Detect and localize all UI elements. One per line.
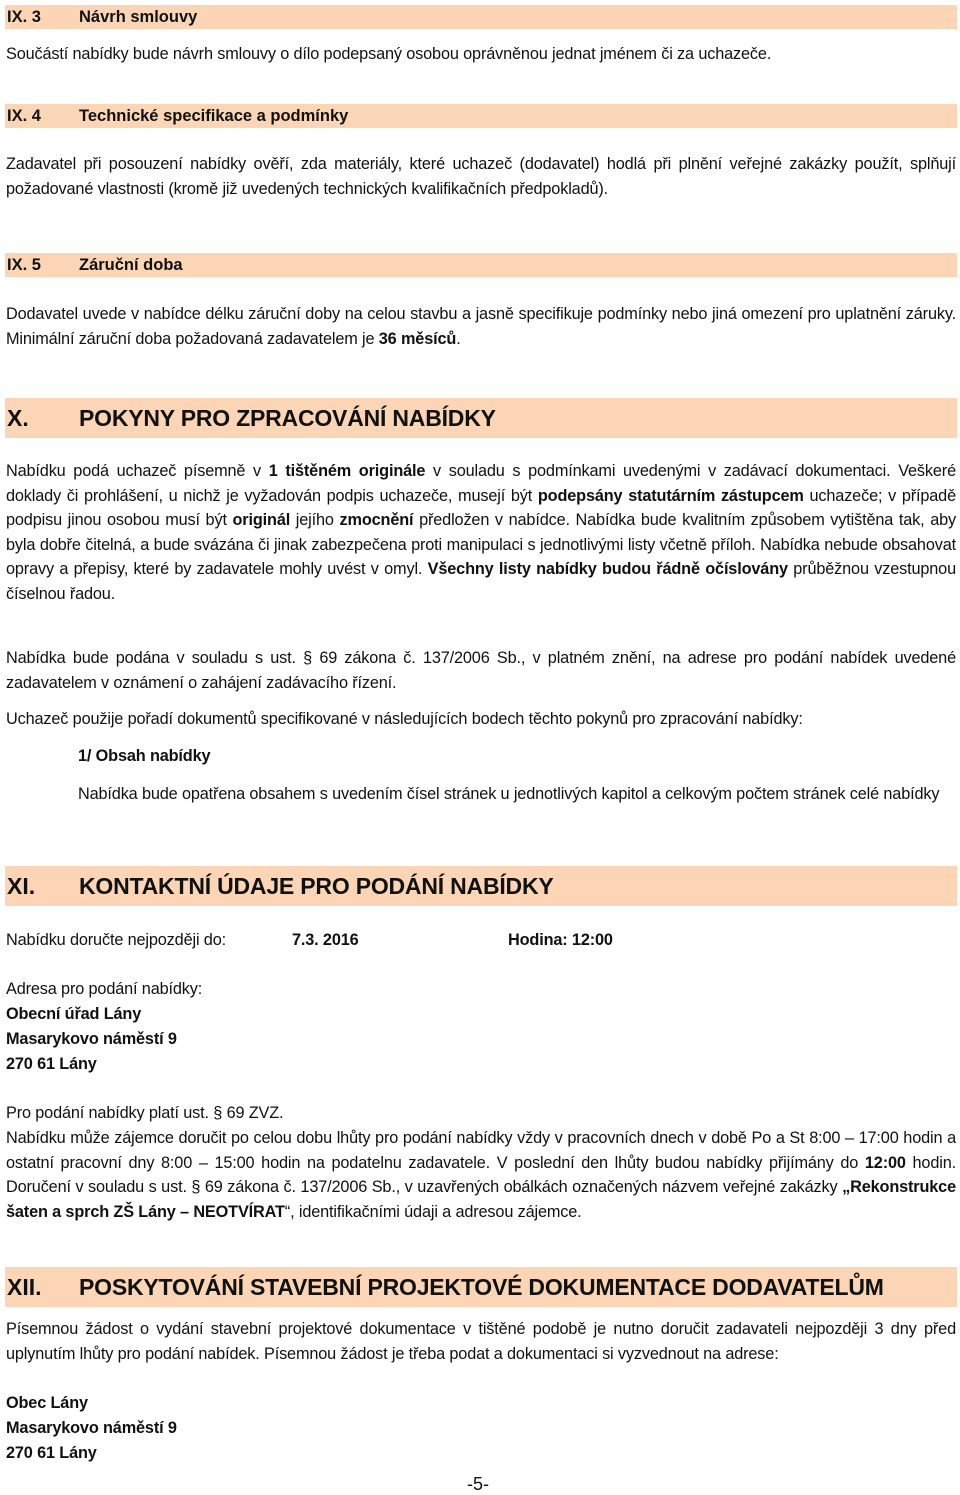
paragraph-x-1: Nabídku podá uchazeč písemně v 1 tištěném originále v souladu s podmínkami uvedenými v zadávací dokumentaci. Veškeré doklady či prohlášení, u nichž je vyžadován podpis uchazeče, musejí být podepsány statutárním zástupcem uchazeče; v případě podpisu jinou osobou musí být originál jejího zmocnění předložen v nabídce. Nabídka bude kvalitním způsobem vytištěna tak, aby byla dobře čitelná, a bude svázána či jinak zabezpečena proti manipulaci s jednotlivými listy včetně příloh. Nabídka nebude obsahovat opravy a přepisy, které by zadavatele mohly uvést v omyl. Všechny listy nabídky budou řádně očíslovány průběžnou vzestupnou číselnou řadou. bbox=[6, 462, 956, 603]
deadline-date: 7.3. 2016 bbox=[292, 931, 359, 949]
section-heading-ix4 bbox=[5, 104, 957, 128]
paragraph-x-3: Uchazeč použije pořadí dokumentů specifikované v následujících bodech těchto pokynů pro zpracování nabídky: bbox=[6, 710, 803, 728]
address-line-3: 270 61 Lány bbox=[6, 1055, 97, 1073]
section-number: IX. 4 bbox=[7, 106, 41, 125]
address2-line-3: 270 61 Lány bbox=[6, 1444, 97, 1462]
section-heading-xi bbox=[5, 866, 957, 906]
section-title: POKYNY PRO ZPRACOVÁNÍ NABÍDKY bbox=[79, 404, 496, 431]
address2-line-2: Masarykovo náměstí 9 bbox=[6, 1419, 177, 1437]
paragraph-ix4: Zadavatel při posouzení nabídky ověří, zda materiály, které uchazeč (dodavatel) hodlá při plnění veřejné zakázky použít, splňují požadované vlastnosti (kromě již uvedených technických kvalifikačních předpokladů). bbox=[6, 155, 956, 198]
paragraph-ix3: Součástí nabídky bude návrh smlouvy o dílo podepsaný osobou oprávněnou jednat jménem či za uchazeče. bbox=[6, 45, 772, 63]
section-number: IX. 5 bbox=[7, 255, 41, 274]
section-title: Technické specifikace a podmínky bbox=[79, 106, 349, 125]
address-line-1: Obecní úřad Lány bbox=[6, 1005, 142, 1023]
section-title: Návrh smlouvy bbox=[79, 7, 198, 26]
section-number: XI. bbox=[7, 872, 36, 899]
section-title: POSKYTOVÁNÍ STAVEBNÍ PROJEKTOVÉ DOKUMENTACE DODAVATELŮM bbox=[79, 1273, 884, 1300]
subsection-text: Nabídka bude opatřena obsahem s uvedením čísel stránek u jednotlivých kapitol a celkovým počtem stránek celé nabídky bbox=[78, 785, 940, 803]
paragraph-xii: Písemnou žádost o vydání stavební projektové dokumentace v tištěné podobě je nutno doručit zadavateli nejpozději 3 dny před uplynutím lhůty pro podání nabídek. Písemnou žádost je třeba podat a dokumentaci si vyzvednout na adrese: bbox=[6, 1320, 956, 1363]
address-label: Adresa pro podání nabídky: bbox=[6, 980, 203, 998]
paragraph-ix5: Dodavatel uvede v nabídce délku záruční doby na celou stavbu a jasně specifikuje podmínky nebo jiná omezení pro uplatnění záruky. Minimální záruční doba požadovaná zadavatelem je 36 měsíců. bbox=[6, 305, 956, 348]
section-heading-x bbox=[5, 398, 957, 438]
deadline-time: Hodina: 12:00 bbox=[508, 931, 613, 949]
deadline-label: Nabídku doručte nejpozději do: bbox=[6, 931, 226, 949]
section-heading-xii bbox=[5, 1267, 957, 1307]
section-heading-ix5 bbox=[5, 253, 957, 277]
section-heading-ix3 bbox=[5, 5, 957, 29]
section-number: X. bbox=[7, 404, 29, 431]
section-title: KONTAKTNÍ ÚDAJE PRO PODÁNÍ NABÍDKY bbox=[79, 872, 554, 899]
address-line-2: Masarykovo náměstí 9 bbox=[6, 1030, 177, 1048]
paragraph-xi-1: Pro podání nabídky platí ust. § 69 ZVZ. bbox=[6, 1104, 284, 1122]
paragraph-x-2: Nabídka bude podána v souladu s ust. § 69 zákona č. 137/2006 Sb., v platném znění, na adrese pro podání nabídek uvedené zadavatelem v oznámení o zahájení zadávacího řízení. bbox=[6, 649, 956, 692]
section-number: XII. bbox=[7, 1273, 42, 1300]
address2-line-1: Obec Lány bbox=[6, 1394, 88, 1412]
section-title: Záruční doba bbox=[79, 255, 183, 274]
section-number: IX. 3 bbox=[7, 7, 41, 26]
subsection-title: 1/ Obsah nabídky bbox=[78, 747, 211, 765]
page-number: -5- bbox=[467, 1474, 489, 1494]
paragraph-xi-2: Nabídku může zájemce doručit po celou dobu lhůty pro podání nabídky vždy v pracovních dnech v době Po a St 8:00 – 17:00 hodin a ostatní pracovní dny 8:00 – 15:00 hodin na podatelnu zadavatele. V poslední den lhůty budou nabídky přijímány do 12:00 hodin. Doručení v souladu s ust. § 69 zákona č. 137/2006 Sb., v uzavřených obálkách označených názvem veřejné zakázky „Rekonstrukce šaten a sprch ZŠ Lány – NEOTVÍRAT“, identifikačními údaji a adresou zájemce. bbox=[6, 1129, 956, 1221]
